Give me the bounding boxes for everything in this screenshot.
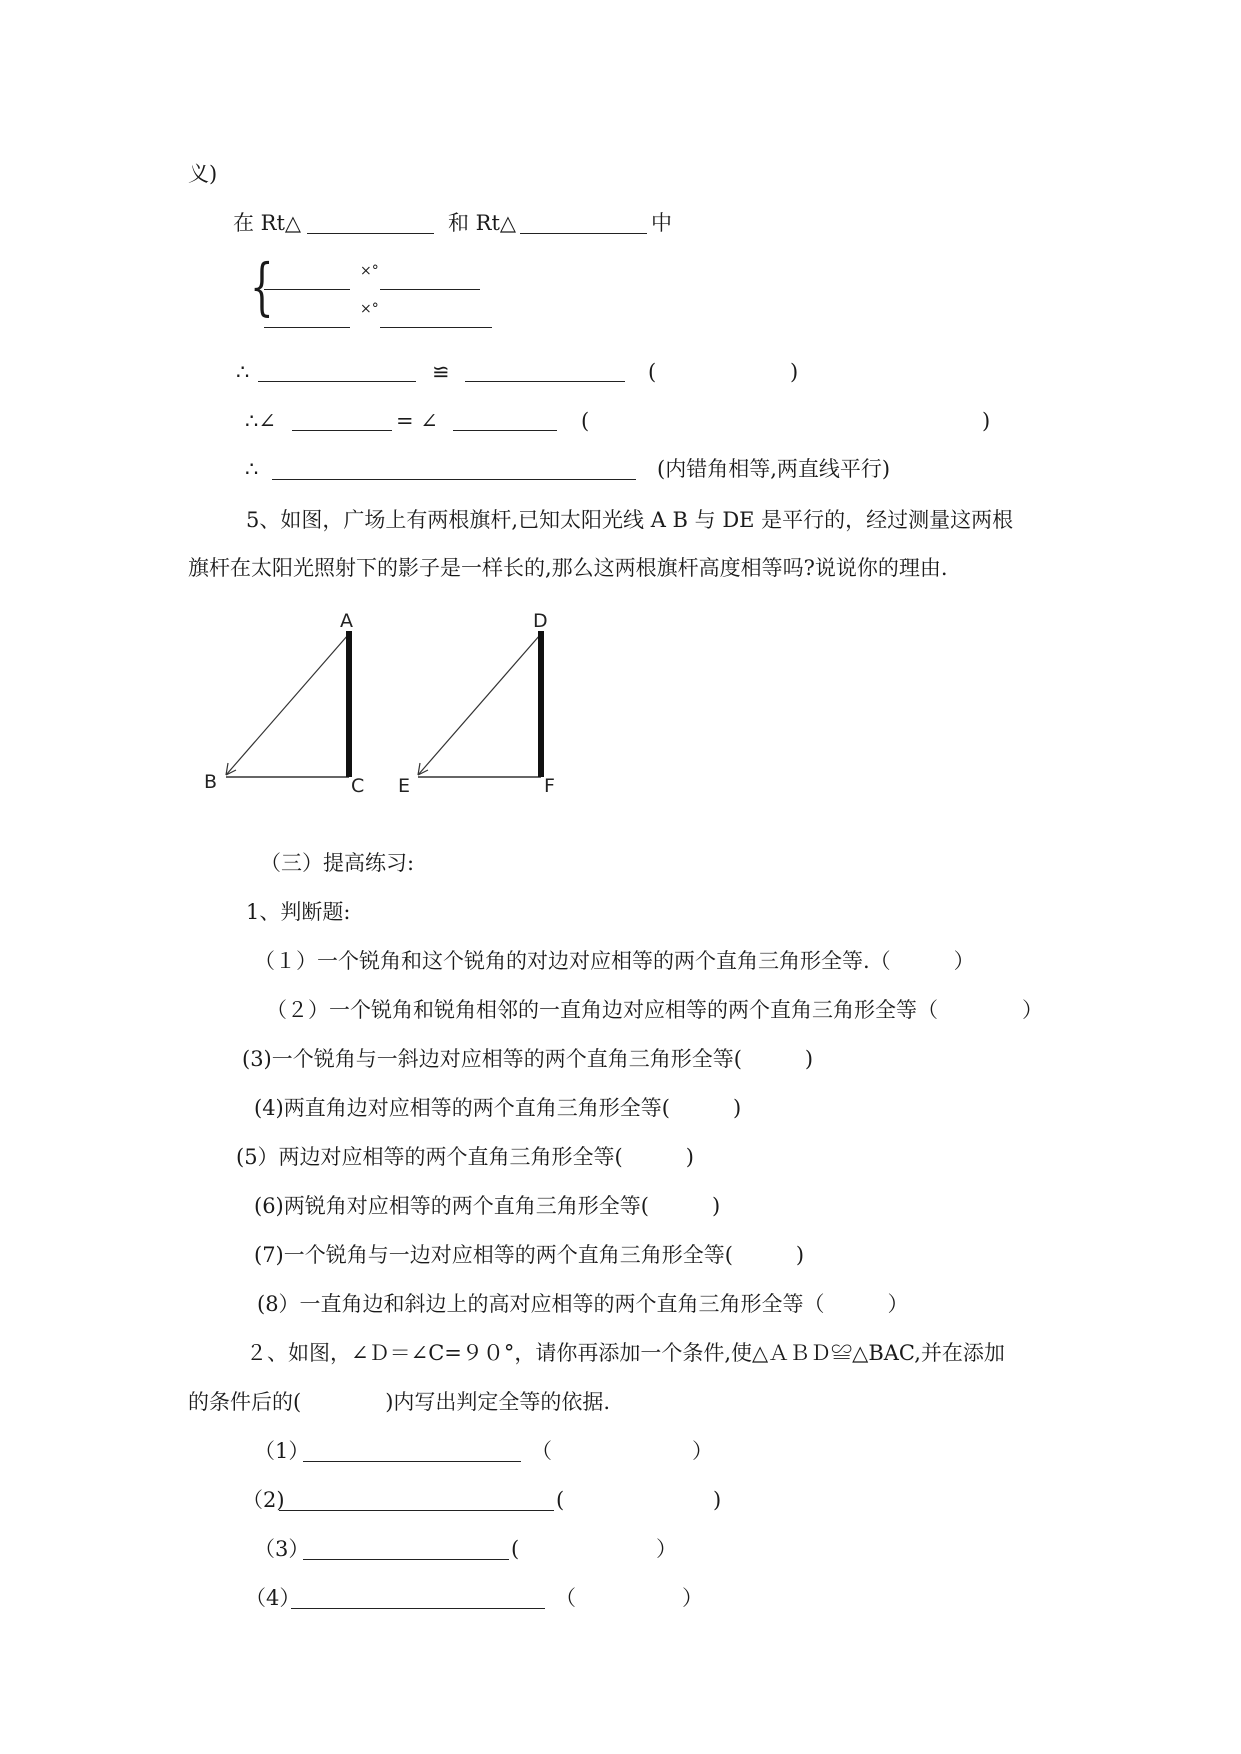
- label-D: D: [533, 610, 548, 632]
- right-triangle: [418, 631, 541, 777]
- reason-3: (内错角相等,两直线平行): [657, 457, 891, 481]
- judgement-item-2: （２）一个锐角和锐角相邻的一直角边对应相等的两个直角三角形全等（ ）: [266, 998, 1043, 1022]
- judgement-item-5: (5）两边对应相等的两个直角三角形全等( ): [236, 1145, 694, 1169]
- answer-2-open: (: [556, 1488, 565, 1512]
- label-B: B: [204, 771, 218, 793]
- brace-mark-1: ×°: [360, 263, 379, 279]
- section3-heading: （三）提高练习:: [260, 851, 415, 875]
- blank-angle-left[interactable]: [292, 430, 392, 431]
- blank-brace-2a[interactable]: [264, 327, 350, 328]
- rt-in-label: 在 Rt△: [233, 211, 302, 235]
- brace-mark-2: ×°: [360, 301, 379, 317]
- congruent-symbol: ≌: [432, 360, 450, 384]
- answer-4-num: （4）: [245, 1586, 301, 1610]
- paren-open-1: (: [648, 360, 657, 384]
- answer-1-blank[interactable]: [303, 1461, 521, 1462]
- blank-rt-2[interactable]: [520, 233, 647, 234]
- paren-close-2: ): [982, 409, 991, 433]
- blank-rt-1[interactable]: [307, 233, 434, 234]
- ray-DE: [418, 635, 540, 775]
- answer-2-num: （2): [242, 1488, 285, 1512]
- answer-1-num: （1）: [254, 1439, 310, 1463]
- paren-open-2: (: [581, 409, 590, 433]
- blank-angle-right[interactable]: [453, 430, 557, 431]
- therefore-3: ∴: [245, 457, 259, 481]
- therefore-1: ∴: [236, 360, 250, 384]
- judgement-item-4: (4)两直角边对应相等的两个直角三角形全等( ): [254, 1096, 742, 1120]
- answer-2-blank[interactable]: [279, 1510, 554, 1511]
- blank-brace-1b[interactable]: [380, 289, 480, 290]
- blank-parallel[interactable]: [272, 479, 636, 480]
- brace-symbol: {: [250, 250, 274, 323]
- problem5-line2: 旗杆在太阳光照射下的影子是一样长的,那么这两根旗杆高度相等吗?说说你的理由.: [188, 556, 948, 580]
- answer-3-open: (: [511, 1537, 520, 1561]
- judgement-item-7: (7)一个锐角与一边对应相等的两个直角三角形全等( ): [254, 1243, 805, 1267]
- judgement-item-1: （１）一个锐角和这个锐角的对边对应相等的两个直角三角形全等.（ ）: [254, 949, 975, 973]
- answer-1-open: （: [531, 1439, 552, 1463]
- ray-AB: [226, 635, 348, 775]
- answer-4-blank[interactable]: [291, 1608, 545, 1609]
- label-A: A: [340, 610, 353, 632]
- problem5-line1: 5、如图，广场上有两根旗杆,已知太阳光线 A B 与 DE 是平行的，经过测量这两根: [246, 508, 1014, 532]
- blank-brace-2b[interactable]: [380, 327, 492, 328]
- q1-title: 1、判断题:: [246, 900, 351, 924]
- label-F: F: [544, 775, 555, 797]
- q2-line2: 的条件后的( )内写出判定全等的依据.: [188, 1390, 611, 1414]
- answer-1-close: ）: [692, 1439, 713, 1463]
- blank-congruent-left[interactable]: [258, 381, 416, 382]
- q2-line1: ２、如图，∠Ｄ＝∠C=９０°，请你再添加一个条件,使△ＡＢＤ≌△BAC,并在添加: [246, 1341, 1005, 1365]
- answer-4-open: （: [555, 1586, 576, 1610]
- judgement-item-8: (8）一直角边和斜边上的高对应相等的两个直角三角形全等（ ）: [257, 1292, 909, 1316]
- answer-3-blank[interactable]: [303, 1559, 509, 1560]
- answer-3-close: ）: [656, 1537, 677, 1561]
- flagpole-figure: [190, 605, 590, 805]
- answer-2-close: ): [713, 1488, 722, 1512]
- blank-brace-1a[interactable]: [264, 289, 350, 290]
- answer-4-close: ）: [682, 1586, 703, 1610]
- judgement-item-3: (3)一个锐角与一斜边对应相等的两个直角三角形全等( ): [242, 1047, 814, 1071]
- paren-close-1: ): [790, 360, 799, 384]
- judgement-item-6: (6)两锐角对应相等的两个直角三角形全等( ): [254, 1194, 721, 1218]
- equals-angle: = ∠: [396, 409, 438, 433]
- rt-mid-label: 中: [651, 211, 672, 235]
- therefore-2: ∴∠: [245, 409, 276, 433]
- blank-congruent-right[interactable]: [465, 381, 625, 382]
- answer-3-num: （3）: [254, 1537, 310, 1561]
- left-triangle: [226, 631, 349, 777]
- label-E: E: [398, 775, 411, 797]
- proof-line-0: 义): [188, 162, 218, 186]
- label-C: C: [351, 775, 365, 797]
- rt-and-label: 和 Rt△: [448, 211, 517, 235]
